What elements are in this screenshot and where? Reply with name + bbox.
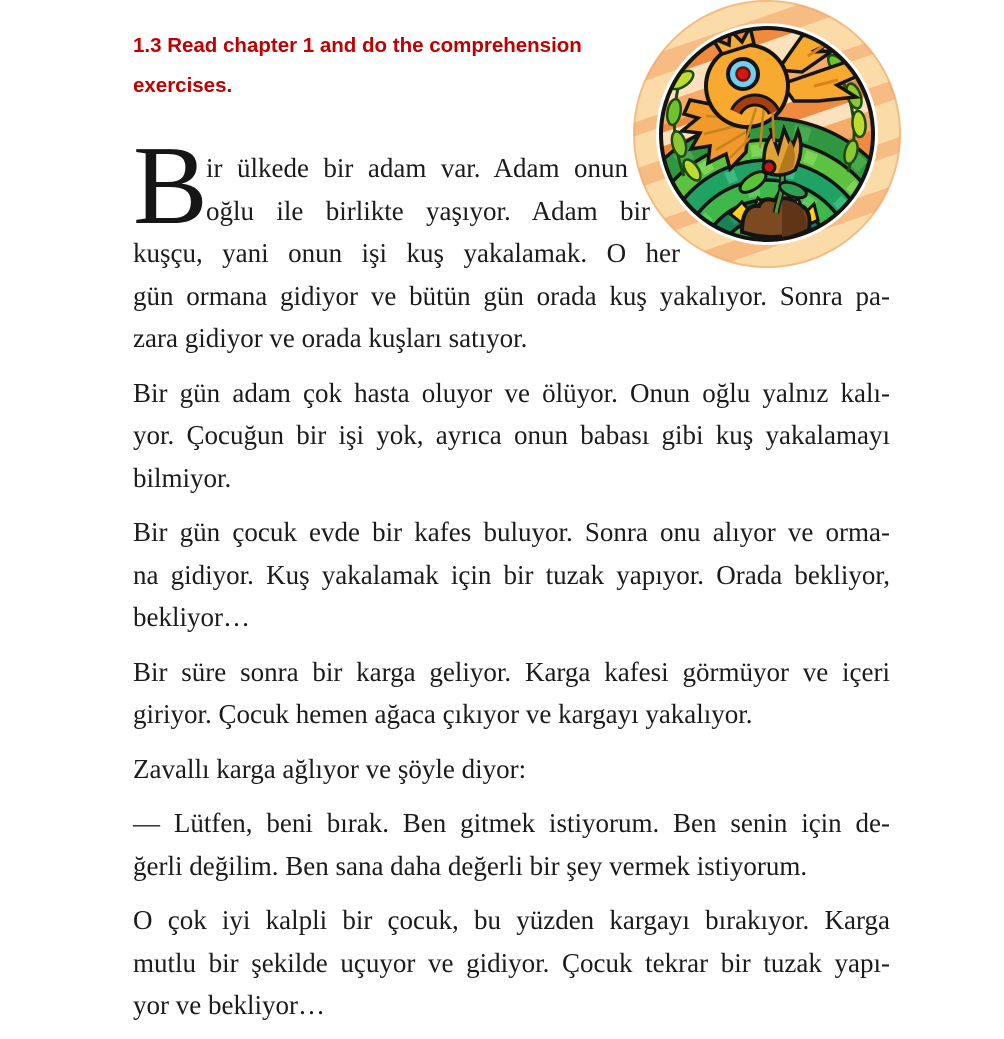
story-paragraph (133, 651, 890, 736)
story-line: Bir süre sonra bir karga geliyor. Karga kafesi görmüyor ve içeri (133, 656, 890, 687)
story-line: — Lütfen, beni bırak. Ben gitmek istiyorum. Ben senin için de- (133, 808, 890, 838)
story-line: oğlu ile birlikte yaşıyor. Adam bir (206, 195, 650, 226)
story-line: zara gidiyor ve orada kuşları satıyor. (133, 323, 528, 353)
drop-cap: B (133, 124, 208, 248)
story-line: Bir gün adam çok hasta oluyor ve ölüyor. Onun oğlu yalnız kalı- (133, 377, 890, 408)
story-line: bilmiyor. (133, 462, 232, 493)
story-line: bekliyor… (133, 602, 250, 632)
story-paragraph (133, 748, 890, 791)
story-line: ğerli değilim. Ben sana daha değerli bir şey vermek istiyorum. (133, 850, 808, 881)
story-line: giriyor. Çocuk hemen ağaca çıkıyor ve kargayı yakalıyor. (133, 699, 753, 729)
story-line: yor. Çocuğun bir işi yok, ayrıca onun babası gibi kuş yakalamayı (133, 420, 890, 450)
story-paragraph (133, 124, 890, 360)
story-line: ir ülkede bir adam var. Adam onun (206, 153, 628, 183)
story-line: na gidiyor. Kuş yakalamak için bir tuzak yapıyor. Orada bekliyor, (133, 559, 890, 590)
story-line: Bir gün çocuk evde bir kafes buluyor. Sonra onu alıyor ve orma- (133, 517, 890, 547)
story-line: mutlu bir şekilde uçuyor ve gidiyor. Çocuk tekrar bir tuzak yapı- (133, 947, 890, 978)
exercise-heading: 1.3 Read chapter 1 and do the comprehension exercises. (133, 34, 582, 97)
story-line: Zavallı karga ağlıyor ve şöyle diyor: (133, 753, 527, 784)
story-paragraph (133, 511, 890, 639)
story-line: yor ve bekliyor… (133, 990, 325, 1020)
story-paragraph (133, 899, 890, 1027)
story-line: O çok iyi kalpli bir çocuk, bu yüzden kargayı bırakıyor. Karga (133, 905, 890, 935)
story-paragraph (133, 802, 890, 887)
story-text (133, 124, 890, 1039)
story-paragraph (133, 372, 890, 500)
story-line: gün ormana gidiyor ve bütün gün orada kuş yakalıyor. Sonra pa- (133, 280, 890, 311)
story-line: kuşçu, yani onun işi kuş yakalamak. O her (133, 238, 680, 268)
